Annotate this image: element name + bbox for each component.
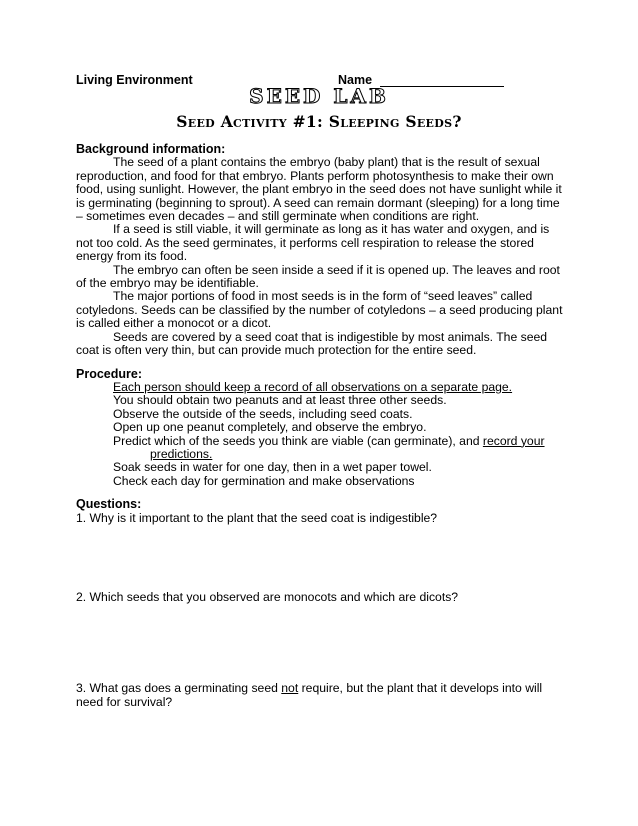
question-3-text: 3. What gas does a germinating seed <box>76 681 282 696</box>
question-3-underlined: not <box>281 681 299 696</box>
procedure-step: Open up one peanut completely, and observe the embryo. <box>113 420 427 435</box>
course-name: Living Environment <box>76 73 193 87</box>
answer-space-2[interactable] <box>76 604 564 682</box>
procedure-step: You should obtain two peanuts and at least three other seeds. <box>113 393 447 408</box>
question-1: 1. Why is it important to the plant that the seed coat is indigestible? <box>76 510 438 525</box>
procedure-step-continuation: predictions. <box>150 446 213 461</box>
procedure-step: Check each day for germination and make observations <box>113 473 415 488</box>
procedure-step: Each person should keep a record of all observations on a separate page. <box>113 379 513 394</box>
procedure-step: Soak seeds in water for one day, then in a wet paper towel. <box>113 460 432 475</box>
background-paragraph: Seeds are covered by a seed coat that is indigestible by most animals. The seed coat is often very thin, but can provide much protection for the entire seed. <box>76 329 548 358</box>
question-3-text-end: require, but the plant that it develops into will need for survival? <box>76 681 543 709</box>
answer-space-1[interactable] <box>76 525 564 591</box>
name-label: Name <box>338 73 373 87</box>
background-paragraph: If a seed is still viable, it will germinate as long as it has water and oxygen, and is not too cold. As the seed germinates, it performs cell respiration to release the stored energy from its food. <box>76 222 550 264</box>
procedure-heading: Procedure: <box>76 366 142 381</box>
lab-title: SEED LAB <box>249 84 389 108</box>
question-2: 2. Which seeds that you observed are monocots and which are dicots? <box>76 589 459 604</box>
background-paragraph: The major portions of food in most seeds is in the form of “seed leaves” called cotyledons. Seeds can be classified by the number of cotyledons – a seed producing plant is called either a monocot or a dicot. <box>76 289 563 331</box>
procedure-step-underlined: record your <box>482 433 545 448</box>
spacer <box>76 358 564 368</box>
procedure-step-text: Predict which of the seeds you think are viable (can germinate), and <box>113 433 483 448</box>
spacer <box>76 488 564 498</box>
questions-heading: Questions: <box>76 497 142 512</box>
procedure-step <box>113 435 564 448</box>
background-paragraph: The embryo can often be seen inside a seed if it is opened up. The leaves and root of the embryo may be identifiable. <box>76 262 560 291</box>
background-paragraph: The seed of a plant contains the embryo (baby plant) that is the result of sexual reproduction, and food for that embryo. Plants perform photosynthesis to make their own food, using sunlight. However, the plant embryo in the seed does not have sunlight while it is germinating (beginning to sprout). A seed can remain dormant (sleeping) for a long time – sometimes even decades – and still germinate when conditions are right. <box>76 155 562 224</box>
activity-title: Seed Activity #1: Sleeping Seeds? <box>176 112 462 131</box>
procedure-step: Observe the outside of the seeds, including seed coats. <box>113 406 413 421</box>
procedure-steps <box>76 381 564 488</box>
background-heading: Background information: <box>76 142 226 156</box>
question-3 <box>76 682 564 709</box>
worksheet-content <box>76 143 564 709</box>
